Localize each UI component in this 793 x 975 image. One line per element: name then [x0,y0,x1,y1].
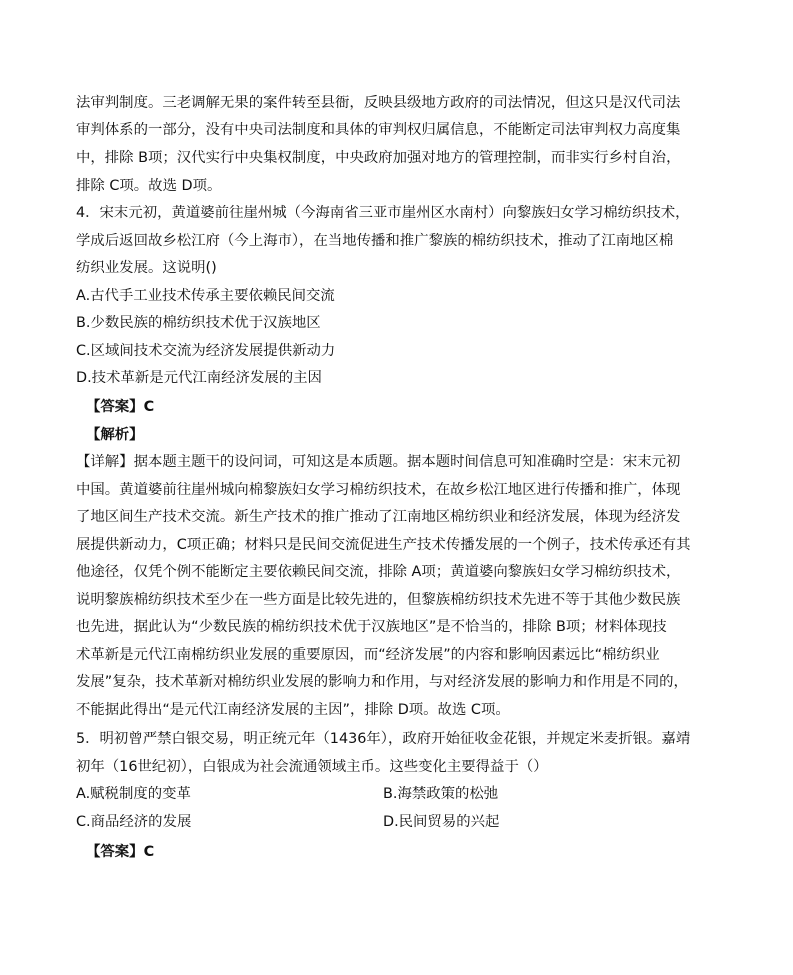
explanation-line: 排除 C项。故选 D项。 [76,178,222,194]
question-4-detail-line: 不能据此得出“是元代江南经济发展的主因”，排除 D项。故选 C项。 [76,702,510,718]
question-4-stem-line: 4．宋末元初，黄道婆前往崖州城（今海南省三亚市崖州区水南村）向黎族妇女学习棉纺织技术， [76,205,690,221]
question-4-detail-line: 也先进，据此认为“少数民族的棉纺织技术优于汉族地区”是不恰当的，排除 B项；材料体现技 [76,619,667,635]
question-5-stem-line: 5．明初曾严禁白银交易，明正统元年（1436年），政府开始征收金花银，并规定米麦折银。嘉靖 [76,731,691,747]
question-4-stem-line: 纺织业发展。这说明() [76,260,217,276]
question-5-stem-line: 初年（16世纪初），白银成为社会流通领域主币。这些变化主要得益于（） [76,759,548,775]
explanation-line: 中，排除 B项；汉代实行中央集权制度，中央政府加强对地方的管理控制，而非实行乡村自治， [76,150,681,166]
question-4-detail-line: 了地区间生产技术交流。新生产技术的推广推动了江南地区棉纺织业和经济发展，体现为经济发 [76,509,681,525]
question-4-detail-line: 【详解】据本题主题干的设问词，可知这是本质题。据本题时间信息可知准确时空是：宋末元初 [76,454,681,470]
question-5-option-d: D.民间贸易的兴起 [383,814,500,830]
question-4-detail-line: 他途径，仅凭个例不能断定主要依赖民间交流，排除 A项；黄道婆向黎族妇女学习棉纺织技术， [76,564,681,580]
question-4-stem-line: 学成后返回故乡松江府（今上海市），在当地传播和推广黎族的棉纺织技术，推动了江南地区棉 [76,233,674,249]
question-4-option-c: C.区域间技术交流为经济发展提供新动力 [76,343,336,359]
explanation-line: 审判体系的一部分，没有中央司法制度和具体的审判权归属信息，不能断定司法审判权力高度集 [76,122,681,138]
explanation-line: 法审判制度。三老调解无果的案件转至县衙，反映县级地方政府的司法情况，但这只是汉代司法 [76,95,681,111]
question-4-detail-line: 发展”复杂，技术革新对棉纺织业发展的影响力和作用，与对经济发展的影响力和作用是不同的， [76,674,688,690]
question-4-option-b: B.少数民族的棉纺织技术优于汉族地区 [76,315,321,331]
question-4-option-a: A.古代手工业技术传承主要依赖民间交流 [76,288,335,304]
question-4-analysis-label: 【解析】 [86,427,144,443]
question-5-option-a: A.赋税制度的变革 [76,786,191,802]
question-5-option-c: C.商品经济的发展 [76,814,192,830]
question-5-option-b: B.海禁政策的松弛 [383,786,499,802]
question-4-answer: 【答案】C [86,399,155,415]
question-4-detail-line: 术革新是元代江南棉纺织业发展的重要原因，而“经济发展”的内容和影响因素远比“棉纺织业 [76,647,660,663]
question-4-option-d: D.技术革新是元代江南经济发展的主因 [76,370,322,386]
question-4-detail-line: 说明黎族棉纺织技术至少在一些方面是比较先进的，但黎族棉纺织技术先进不等于其他少数民族 [76,592,681,608]
question-4-detail-line: 中国。黄道婆前往崖州城向棉黎族妇女学习棉纺织技术，在故乡松江地区进行传播和推广，体现 [76,482,681,498]
question-5-answer: 【答案】C [86,844,155,860]
question-4-detail-line: 展提供新动力，C项正确；材料只是民间交流促进生产技术传播发展的一个例子，技术传承还有其 [76,537,691,553]
